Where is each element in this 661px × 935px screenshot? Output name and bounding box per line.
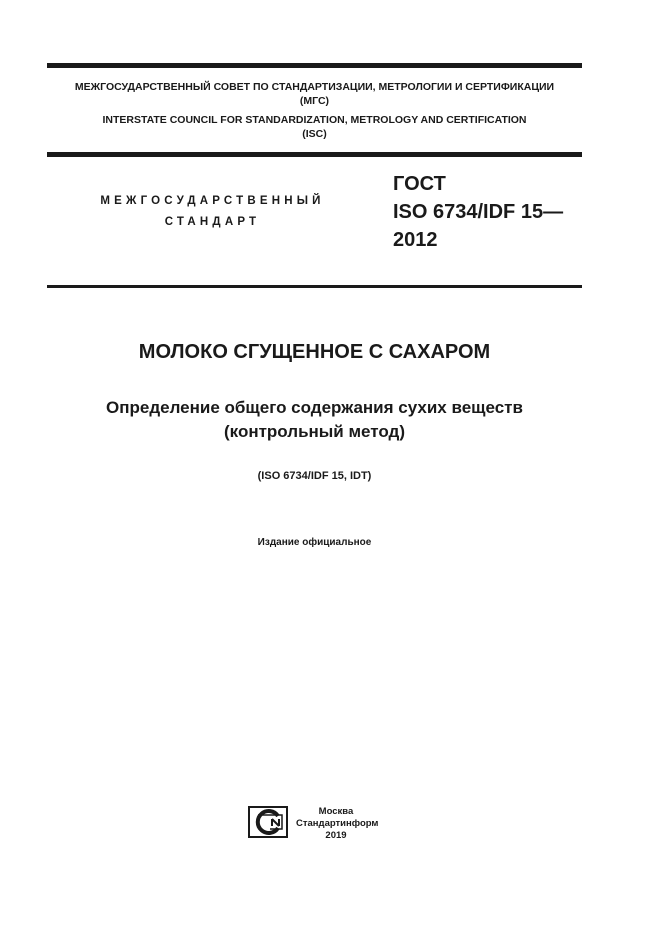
publisher-city: Москва: [318, 806, 354, 817]
edition-label: Издание официальное: [257, 537, 372, 548]
standard-type-line2: СТАНДАРТ: [164, 216, 261, 228]
council-header: [47, 80, 582, 141]
gost-year: 2012: [393, 229, 438, 251]
gost-label: ГОСТ: [393, 173, 446, 195]
standartinform-logo-icon: [248, 806, 288, 838]
middle-rule: [47, 152, 582, 157]
lower-rule: [47, 285, 582, 288]
gost-number: ISO 6734/IDF 15—: [393, 201, 564, 223]
council-ru-name: МЕЖГОСУДАРСТВЕННЫЙ СОВЕТ ПО СТАНДАРТИЗАЦИИ, МЕТРОЛОГИИ И СЕРТИФИКАЦИИ: [74, 81, 555, 93]
top-rule: [47, 63, 582, 68]
council-en-name: INTERSTATE COUNCIL FOR STANDARDIZATION, METROLOGY AND CERTIFICATION: [102, 114, 527, 126]
publisher-name: Стандартинформ: [296, 818, 379, 829]
iso-reference: (ISO 6734/IDF 15, IDT): [257, 470, 372, 482]
gost-designation: [393, 170, 563, 254]
document-subtitle: [47, 396, 582, 444]
council-ru-abbr: (МГС): [299, 95, 330, 107]
standard-type: [70, 191, 355, 233]
council-en-abbr: (ISC): [302, 128, 327, 140]
publisher-block: [296, 806, 379, 842]
standard-type-line1: МЕЖГОСУДАРСТВЕННЫЙ: [100, 195, 325, 207]
publisher-year: 2019: [325, 830, 347, 841]
subtitle-line1: Определение общего содержания сухих веществ: [106, 398, 523, 417]
subtitle-line2: (контрольный метод): [224, 422, 405, 441]
document-title: МОЛОКО СГУЩЕННОЕ С САХАРОМ: [138, 341, 491, 363]
